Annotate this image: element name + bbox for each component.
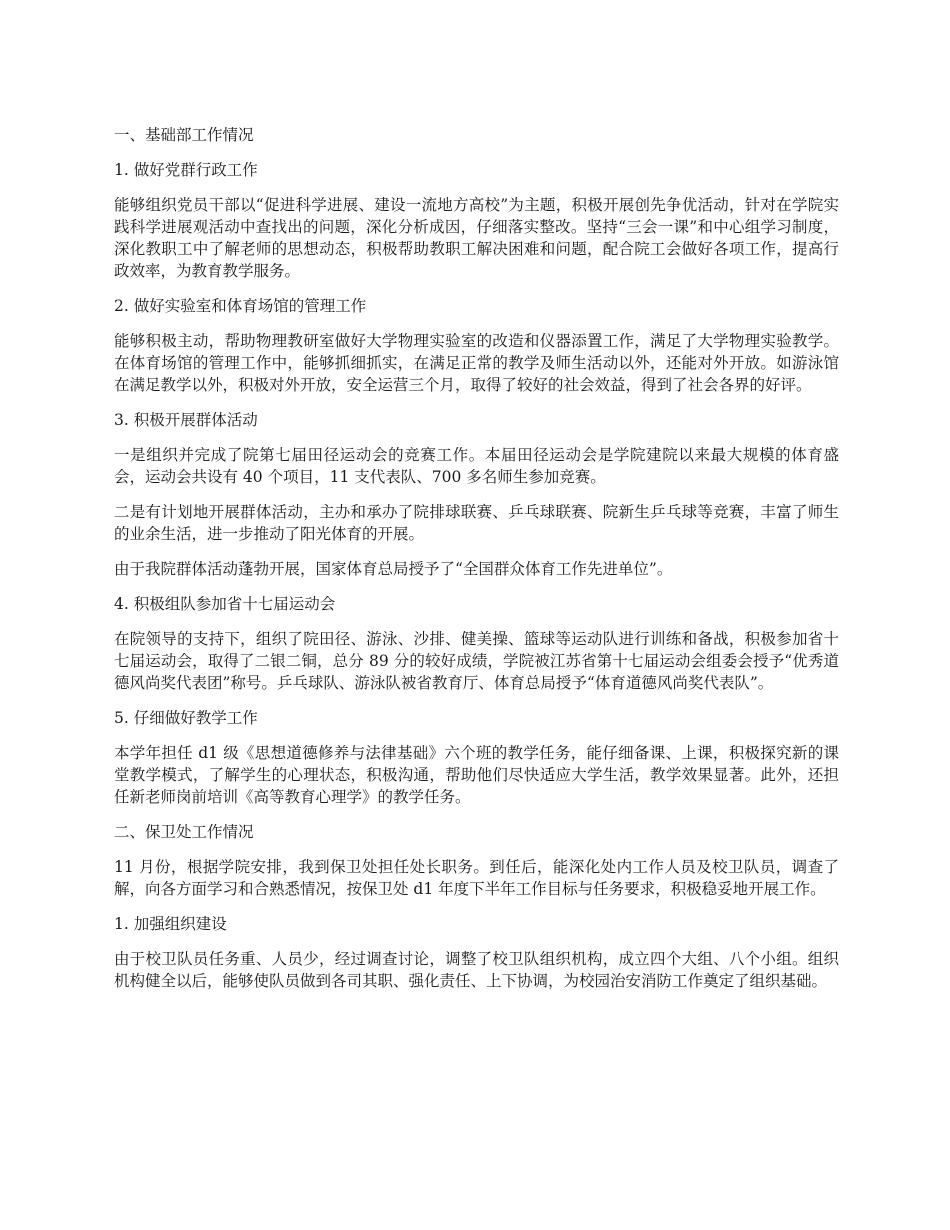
section-heading-security-dept: 二、保卫处工作情况	[114, 823, 254, 841]
paragraph-provincial-games: 在院领导的支持下，组织了院田径、游泳、沙排、健美操、篮球等运动队进行训练和备战，积极参加省十七届运动会，取得了二银二铜，总分 89 分的较好成绩，学院被江苏省第十七届运动会组委会授予“优秀道德风尚奖代表团”称号。乒乓球队、游泳队被省教育厅、体育总局授予“体育道德风尚奖代表队”。	[114, 630, 839, 692]
subsection-heading-party-admin: 1. 做好党群行政工作	[114, 161, 258, 179]
paragraph-lab-venues: 能够积极主动，帮助物理教研室做好大学物理实验室的改造和仪器添置工作，满足了大学物理实验教学。在体育场馆的管理工作中，能够抓细抓实，在满足正常的教学及师生活动以外，还能对外开放。如游泳馆在满足教学以外，积极对外开放，安全运营三个月，取得了较好的社会效益，得到了社会各界的好评。	[114, 332, 839, 394]
subsection-heading-lab-venues: 2. 做好实验室和体育场馆的管理工作	[114, 297, 367, 315]
paragraph-party-admin: 能够组织党员干部以“促进科学进展、建设一流地方高校”为主题，积极开展创先争优活动，针对在学院实践科学进展观活动中查找出的问题，深化分析成因，仔细落实整改。坚持“三会一课”和中心组学习制度，深化教职工中了解老师的思想动态，积极帮助教职工解决困难和问题，配合院工会做好各项工作，提高行政效率，为教育教学服务。	[114, 196, 839, 280]
document-page	[114, 124, 839, 1005]
paragraph-security-intro: 11 月份，根据学院安排，我到保卫处担任处长职务。到任后，能深化处内工作人员及校卫队员，调查了解，向各方面学习和合熟悉情况，按保卫处 d1 年度下半年工作目标与任务要求，积极稳妥地开展工作。	[114, 858, 839, 898]
paragraph-teaching: 本学年担任 d1 级《思想道德修养与法律基础》六个班的教学任务，能仔细备课、上课，积极探究新的课堂教学模式，了解学生的心理状态，积极沟通，帮助他们尽快适应大学生活，教学效果显著。此外，还担任新老师岗前培训《高等教育心理学》的教学任务。	[114, 744, 839, 806]
paragraph-national-award: 由于我院群体活动蓬勃开展，国家体育总局授予了“全国群众体育工作先进单位”。	[114, 560, 673, 578]
subsection-heading-group-activities: 3. 积极开展群体活动	[114, 411, 258, 429]
subsection-heading-provincial-games: 4. 积极组队参加省十七届运动会	[114, 595, 336, 613]
section-heading-basic-dept: 一、基础部工作情况	[114, 126, 254, 144]
paragraph-organization: 由于校卫队员任务重、人员少，经过调查讨论，调整了校卫队组织机构，成立四个大组、八个小组。组织机构健全以后，能够使队员做到各司其职、强化责任、上下协调，为校园治安消防工作奠定了组织基础。	[114, 950, 839, 990]
paragraph-leagues: 二是有计划地开展群体活动，主办和承办了院排球联赛、乒乓球联赛、院新生乒乓球等竞赛，丰富了师生的业余生活，进一步推动了阳光体育的开展。	[114, 503, 839, 543]
subsection-heading-teaching: 5. 仔细做好教学工作	[114, 709, 258, 727]
subsection-heading-organization: 1. 加强组织建设	[114, 915, 227, 933]
paragraph-track-meet: 一是组织并完成了院第七届田径运动会的竞赛工作。本届田径运动会是学院建院以来最大规模的体育盛会，运动会共设有 40 个项目，11 支代表队、700 多名师生参加竞赛。	[114, 446, 839, 486]
